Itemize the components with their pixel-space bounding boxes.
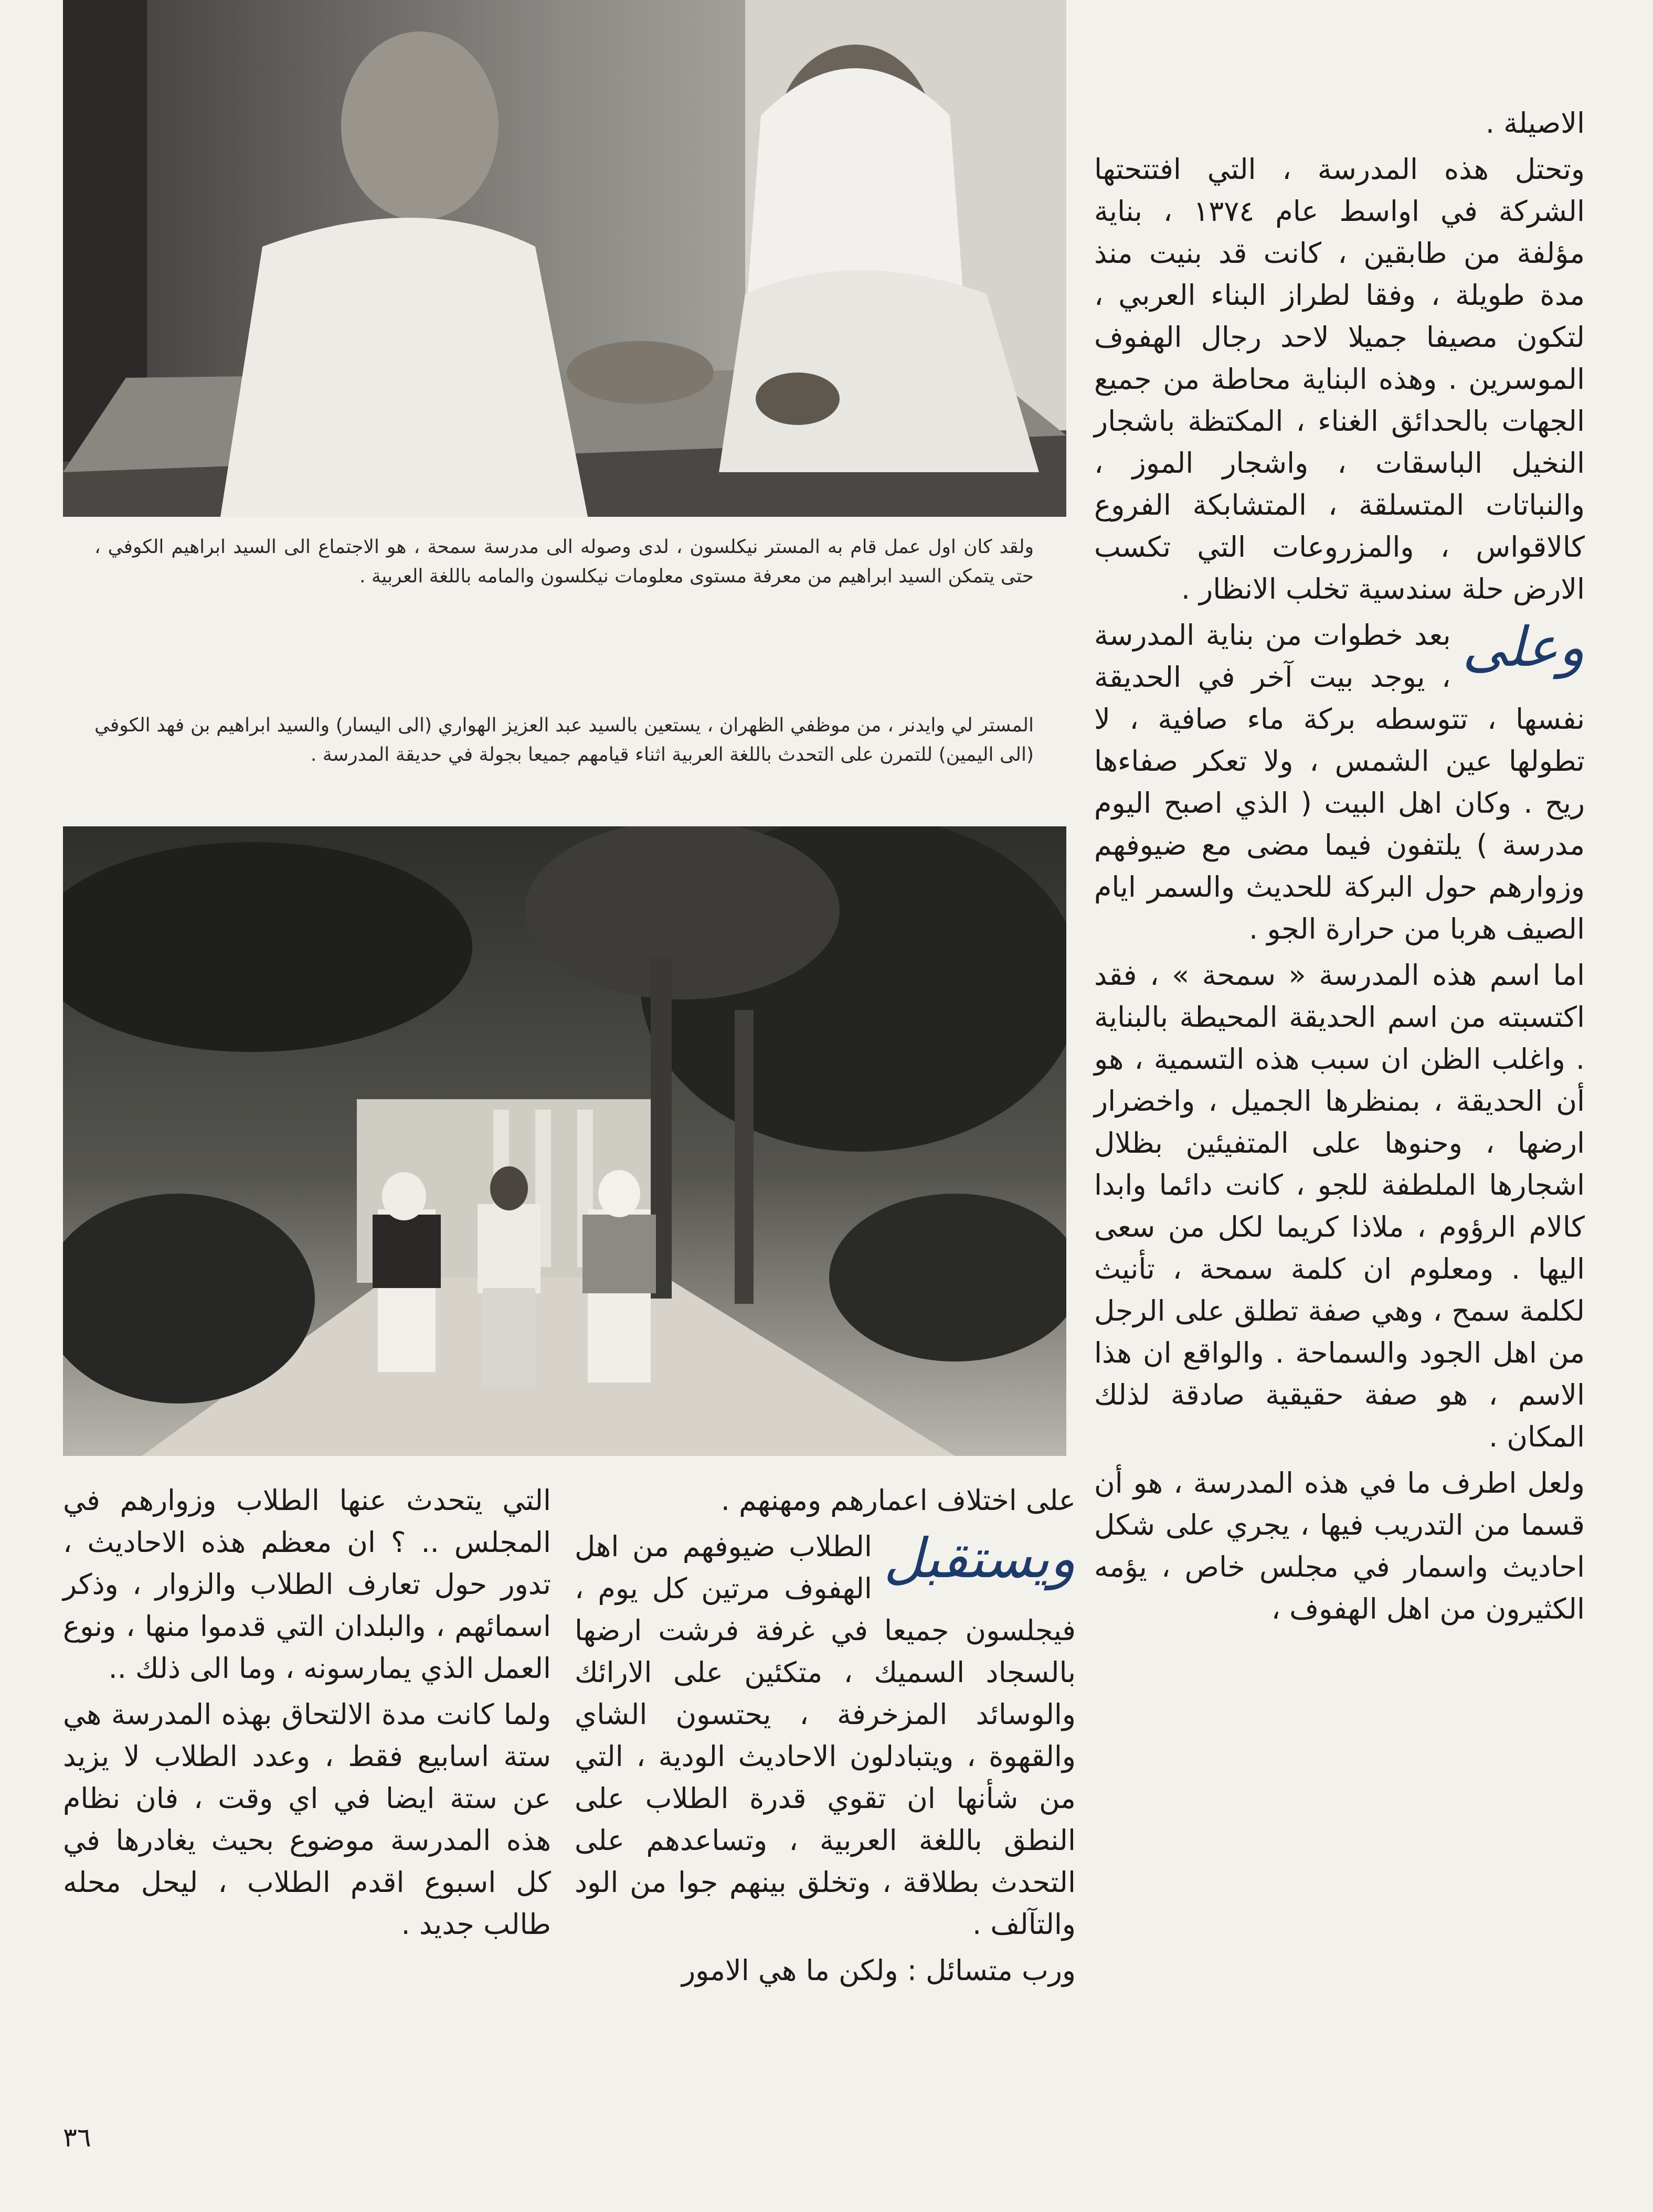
right-paragraph-3-text: بعد خطوات من بناية المدرسة ، يوجد بيت آخر في الحديقة نفسها ، تتوسطه بركة ماء صافية ، لا تطولها عين الشمس ، ولا تعكر صفاءها ريح . وكان اهل البيت ( الذي اصبح اليوم مدرسة ) يلتفون فيما مضى مع ضيوفهم وزوارهم حول البركة للحديث والسمر ايام الصيف هربا من حرارة الجو . — [1094, 619, 1585, 945]
left-paragraph-2: ولما كانت مدة الالتحاق بهذه المدرسة هي ستة اسابيع فقط ، وعدد الطلاب لا يزيد عن ستة ايضا في اي وقت ، فان نظام هذه المدرسة موضوع بحيث يغادرها في كل اسبوع اقدم الطلاب ، ليحل محله طالب جديد . — [63, 1698, 551, 1941]
middle-paragraph-2-text: الطلاب ضيوفهم من اهل الهفوف مرتين كل يوم ، فيجلسون جميعا في غرفة فرشت ارضها بالسجاد السميك ، متكئين على الارائك والوسائد المزخرفة ، يحتسون الشاي والقهوة ، ويتبادلون الاحاديث الودية ، التي من شأنها ان تقوي قدرة الطلاب على النطق باللغة العربية ، وتساعدهم على التحدث بطلاقة ، وتخلق بينهم جوا من الود والتآلف . — [575, 1530, 1076, 1941]
middle-paragraph-2 — [575, 1526, 1076, 1945]
page-number: ٣٦ — [63, 2122, 91, 2153]
photo-meeting — [63, 0, 1066, 517]
left-paragraph-1: التي يتحدث عنها الطلاب وزوارهم في المجلس .. ؟ ان معظم هذه الاحاديث ، تدور حول تعارف الطلاب والزوار ، وذكر اسمائهم ، والبلدان التي قدموا منها ، ونوع العمل الذي يمارسونه ، وما الى ذلك .. — [63, 1484, 551, 1685]
drop-cap-wayastaqbil: ويستقبل — [883, 1526, 1076, 1590]
caption-meeting: ولقد كان اول عمل قام به المستر نيكلسون ، لدى وصوله الى مدرسة سمحة ، هو الاجتماع الى السيد ابراهيم الكوفي ، حتى يتمكن السيد ابراهيم من معرفة مستوى معلومات نيكلسون والمامه باللغة العربية . — [94, 536, 1034, 587]
right-paragraph-3 — [1094, 614, 1585, 950]
left-column — [63, 1480, 551, 1945]
right-paragraph-2: وتحتل هذه المدرسة ، التي افتتحتها الشركة في اواسط عام ١٣٧٤ ، بناية مؤلفة من طابقين ، كانت قد بنيت منذ مدة طويلة ، وفقا لطراز البناء العربي ، لتكون مصيفا جميلا لاحد رجال الهفوف الموسرين . وهذه البناية محاطة من جميع الجهات بالحدائق الغناء ، المكتظة باشجار النخيل الباسقات ، واشجار الموز ، والنباتات المتسلقة ، المتشابكة الفروع كالاقواس ، والمزروعات التي تكسب الارض حلة سندسية تخلب الانظار . — [1094, 153, 1585, 605]
photo-garden — [63, 826, 1066, 1456]
middle-paragraph-1: على اختلاف اعمارهم ومهنهم . — [720, 1484, 1076, 1517]
right-paragraph-1: الاصيلة . — [1485, 107, 1585, 140]
caption-garden: المستر لي وايدنر ، من موظفي الظهران ، يستعين بالسيد عبد العزيز الهواري (الى اليسار) والسيد ابراهيم بن فهد الكوفي (الى اليمين) للتمرن على التحدث باللغة العربية اثناء قيامهم جميعا بجولة في حديقة المدرسة . — [94, 715, 1034, 765]
middle-column — [575, 1480, 1076, 1992]
right-column — [1094, 102, 1585, 1630]
middle-paragraph-3: ورب متسائل : ولكن ما هي الامور — [682, 1954, 1076, 1987]
right-paragraph-5: ولعل اطرف ما في هذه المدرسة ، هو أن قسما من التدريب فيها ، يجري على شكل احاديث واسمار في مجلس خاص ، يؤمه الكثيرون من اهل الهفوف ، — [1094, 1466, 1585, 1625]
right-paragraph-4: اما اسم هذه المدرسة « سمحة » ، فقد اكتسبته من اسم الحديقة المحيطة بالبناية . واغلب الظن ان سبب هذه التسمية ، هو أن الحديقة ، بمنظرها الجميل ، واخضرار ارضها ، وحنوها على المتفيئين بظلال اشجارها الملطفة للجو ، كانت دائما وابدا كالام الرؤوم ، ملاذا كريما لكل من سعى اليها . ومعلوم ان كلمة سمحة ، تأنيث لكلمة سمح ، وهي صفة تطلق على الرجل من اهل الجود والسماحة . والواقع ان هذا الاسم ، هو صفة حقيقية صادقة لذلك المكان . — [1094, 959, 1585, 1453]
drop-cap-waala: وعلى — [1462, 615, 1585, 679]
